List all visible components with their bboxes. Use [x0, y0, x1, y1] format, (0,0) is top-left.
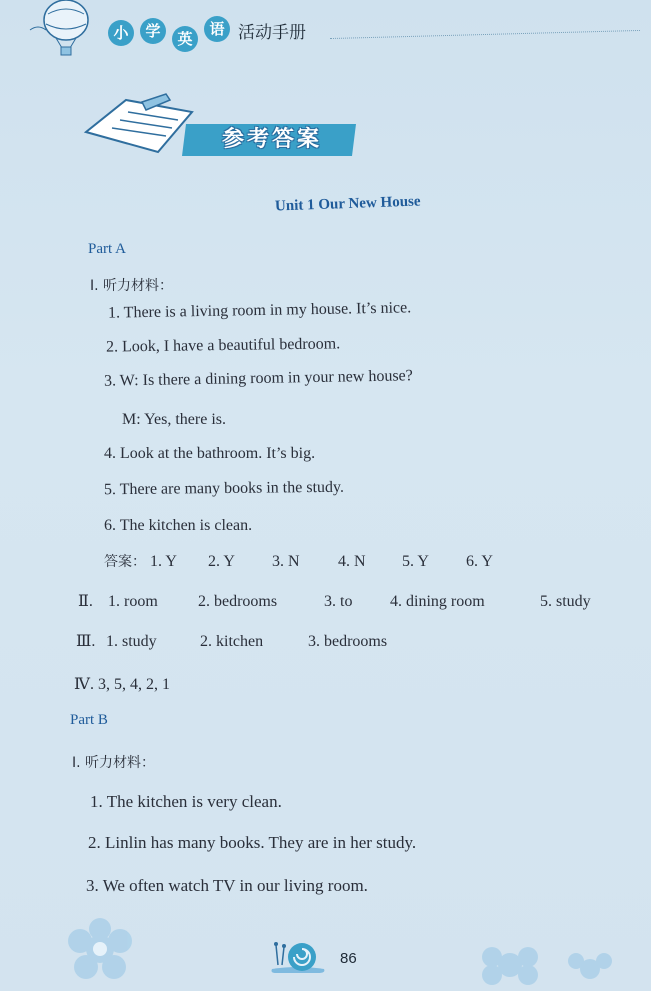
section-3-item: 1. study [106, 633, 157, 650]
part-a-section-3 [76, 631, 387, 651]
snail-icon [268, 935, 330, 975]
part-b-section-1-label: Ⅰ. 听力材料： [72, 755, 156, 771]
answer-item: 4. N [338, 553, 366, 570]
part-a-section-1-label: Ⅰ. 听力材料： [90, 278, 174, 294]
answer-heading: 参考答案 [221, 127, 322, 152]
part-b-label: Part B [70, 712, 108, 728]
section-2-item: 2. bedrooms [198, 593, 278, 610]
section-2-item: 1. room [108, 593, 158, 610]
section-3-item: 3. bedrooms [308, 633, 388, 650]
flower-decoration-icon [470, 935, 620, 991]
answer-item: 6. Y [466, 553, 493, 570]
part-a-line: 5. There are many books in the study. [103, 478, 345, 499]
header-badge-char: 小 [108, 20, 134, 46]
header-badge-char: 语 [204, 16, 230, 42]
header-title: 活动手册 [238, 23, 306, 43]
section-3-item: 2. kitchen [200, 633, 264, 650]
section-2-item: 3. to [324, 593, 353, 610]
part-b-line: 1. The kitchen is very clean. [90, 792, 282, 811]
answers-label: 答案： [104, 554, 146, 570]
part-b-line: 3. We often watch TV in our living room. [86, 876, 368, 895]
part-a-line: 1. There is a living room in my house. It’s nice. [107, 299, 412, 322]
part-a-line: 4. Look at the bathroom. It’s big. [104, 445, 316, 462]
part-a-line: 2. Look, I have a beautiful bedroom. [105, 335, 341, 356]
flower-decoration-icon [40, 905, 160, 991]
answer-item: 2. Y [208, 553, 235, 570]
part-a-line: 6. The kitchen is clean. [104, 517, 253, 534]
part-b-line: 2. Linlin has many books. They are in her study. [88, 833, 417, 852]
unit-title: Unit 1 Our New House [274, 193, 421, 215]
section-2-item: 5. study [540, 593, 591, 610]
header-badge-char: 学 [140, 18, 166, 44]
section-2-item: 4. dining room [390, 593, 485, 610]
answer-item: 5. Y [402, 553, 429, 570]
part-a-line: 3. W: Is there a dining room in your new house? [103, 367, 413, 390]
part-a-line: M: Yes, there is. [122, 411, 227, 428]
header-badge-char: 英 [172, 26, 198, 52]
section-3-label: Ⅲ. [76, 633, 96, 650]
section-2-label: Ⅱ. [78, 593, 93, 610]
part-a-section-2 [78, 591, 591, 611]
page-number: 86 [340, 950, 357, 967]
part-a-label: Part A [88, 241, 126, 257]
answer-item: 3. N [272, 553, 300, 570]
part-a-section-4: Ⅳ. 3, 5, 4, 2, 1 [74, 676, 170, 693]
answer-item: 1. Y [150, 553, 177, 570]
part-a-answers [104, 551, 493, 571]
hot-air-balloon-icon [28, 0, 98, 56]
header-divider [330, 30, 640, 39]
